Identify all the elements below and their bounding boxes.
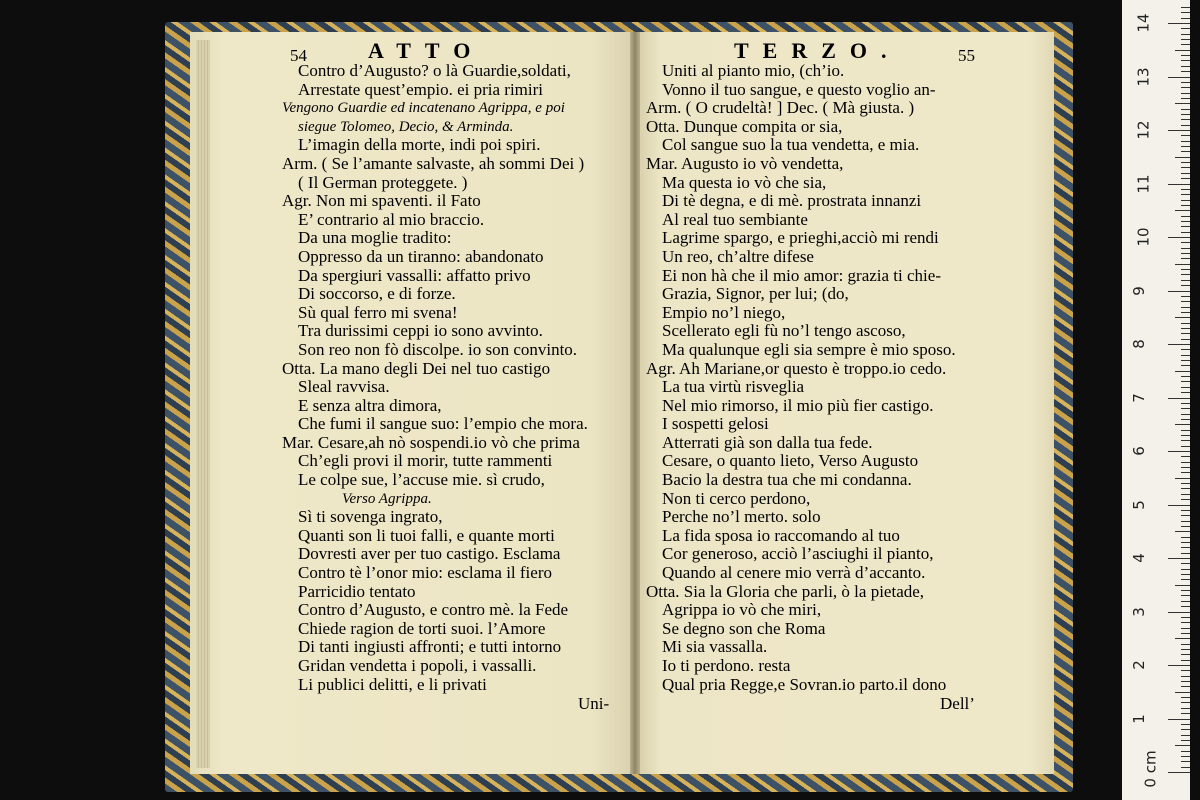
ruler-tick xyxy=(1181,253,1190,254)
ruler-tick xyxy=(1181,125,1190,126)
ruler-tick xyxy=(1181,87,1190,88)
ruler-label: 3 xyxy=(1129,606,1148,617)
right-running-head: TERZO. xyxy=(734,38,901,63)
ruler-tick xyxy=(1181,446,1190,447)
text-line: Verso Agrippa. xyxy=(342,490,432,507)
ruler-label: 2 xyxy=(1129,660,1148,670)
ruler-tick xyxy=(1181,200,1190,201)
text-line: Dovresti aver per tuo castigo. Esclama xyxy=(298,544,561,564)
text-line: Agr. Non mi spaventi. il Fato xyxy=(282,191,481,211)
ruler-tick xyxy=(1181,547,1190,548)
ruler-tick xyxy=(1181,167,1190,168)
text-line: Grazia, Signor, per lui; (do, xyxy=(662,284,849,304)
text-line: Cesare, o quanto lieto, Verso Augusto xyxy=(662,451,919,471)
text-line: ( Il German proteggete. ) xyxy=(298,172,468,192)
ruler-tick xyxy=(1168,77,1190,78)
ruler-tick xyxy=(1175,157,1190,158)
ruler-tick xyxy=(1181,633,1190,634)
ruler-tick xyxy=(1181,440,1190,441)
ruler-tick xyxy=(1181,323,1190,324)
text-line: Da una moglie tradito: xyxy=(298,228,452,248)
text-line: E’ contrario al mio braccio. xyxy=(298,209,485,229)
ruler-tick xyxy=(1181,39,1190,40)
ruler-tick xyxy=(1181,467,1190,468)
ruler-tick xyxy=(1181,387,1190,388)
text-line: L’imagin della morte, indi poi spiri. xyxy=(298,135,541,155)
ruler-tick xyxy=(1181,280,1190,281)
ruler-tick xyxy=(1181,221,1190,222)
ruler-tick xyxy=(1181,151,1190,152)
ruler-tick xyxy=(1181,274,1190,275)
ruler-tick xyxy=(1175,692,1190,693)
text-line: Ch’egli provi il morir, tutte rammenti xyxy=(298,451,553,471)
ruler-tick xyxy=(1181,756,1190,757)
ruler-label: 5 xyxy=(1129,499,1148,510)
ruler-tick xyxy=(1181,189,1190,190)
ruler-tick xyxy=(1181,119,1190,120)
text-line: Otta. Dunque compita or sia, xyxy=(646,116,843,136)
ruler-tick xyxy=(1181,146,1190,147)
ruler-tick xyxy=(1181,713,1190,714)
ruler-tick xyxy=(1181,563,1190,564)
ruler-tick xyxy=(1181,499,1190,500)
ruler-tick xyxy=(1175,478,1190,479)
ruler-tick xyxy=(1181,403,1190,404)
ruler-unit-label: 0 cm xyxy=(1141,750,1160,788)
ruler-label: 6 xyxy=(1129,446,1148,456)
text-line: Da spergiuri vassalli: affatto privo xyxy=(298,265,531,285)
ruler-tick xyxy=(1181,526,1190,527)
text-line: Contro d’Augusto? o là Guardie,soldati, xyxy=(298,61,571,80)
ruler-label: 1 xyxy=(1129,713,1148,724)
ruler-tick xyxy=(1181,681,1190,682)
left-page-number: 54 xyxy=(290,46,307,65)
text-line: Ei non hà che il mio amor: grazia ti chie- xyxy=(662,265,941,285)
ruler-tick xyxy=(1181,515,1190,516)
ruler-tick xyxy=(1181,205,1190,206)
text-line: Sù qual ferro mi svena! xyxy=(298,302,458,322)
right-catchword: Dell’ xyxy=(940,694,975,713)
text-line: Al real tuo sembiante xyxy=(662,209,808,229)
text-line: Atterrati già son dalla tua fede. xyxy=(662,432,873,452)
right-page-number: 55 xyxy=(958,46,975,65)
text-line: Sì ti sovenga ingrato, xyxy=(298,507,443,527)
ruler-label: 9 xyxy=(1129,285,1148,296)
text-line: Arm. ( O crudeltà! ] Dec. ( Mà giusta. ) xyxy=(646,98,915,118)
ruler-tick xyxy=(1181,7,1190,8)
ruler-tick xyxy=(1168,23,1190,24)
ruler-tick xyxy=(1181,12,1190,13)
book-gutter xyxy=(630,32,640,774)
ruler-tick xyxy=(1181,430,1190,431)
ruler-tick xyxy=(1181,494,1190,495)
ruler-tick xyxy=(1181,194,1190,195)
ruler-tick xyxy=(1181,617,1190,618)
ruler-label: 7 xyxy=(1129,392,1148,403)
ruler-tick xyxy=(1181,226,1190,227)
ruler-tick xyxy=(1181,660,1190,661)
ruler-tick xyxy=(1181,232,1190,233)
text-line: Non ti cerco perdono, xyxy=(662,488,811,508)
ruler-tick xyxy=(1181,44,1190,45)
ruler-tick xyxy=(1181,66,1190,67)
ruler-tick xyxy=(1175,210,1190,211)
ruler-label: 4 xyxy=(1129,553,1148,563)
text-line: Ma qualunque egli sia sempre è mio sposo. xyxy=(662,339,956,359)
ruler-tick xyxy=(1168,505,1190,506)
ruler-tick xyxy=(1181,285,1190,286)
text-line: Se degno son che Roma xyxy=(662,618,826,638)
ruler-tick xyxy=(1181,697,1190,698)
ruler-tick xyxy=(1181,34,1190,35)
ruler-label: 11 xyxy=(1134,173,1153,194)
text-line: Contro d’Augusto, e contro mè. la Fede xyxy=(298,600,569,620)
text-line: Di tanti ingiusti affronti; e tutti intorno xyxy=(298,637,562,657)
text-line: Bacio la destra tua che mi condanna. xyxy=(662,470,912,490)
ruler-tick xyxy=(1168,130,1190,131)
ruler-tick xyxy=(1181,676,1190,677)
text-line: Io ti perdono. resta xyxy=(662,656,791,675)
ruler-tick xyxy=(1181,301,1190,302)
ruler-tick xyxy=(1181,622,1190,623)
text-line: Otta. La mano degli Dei nel tuo castigo xyxy=(282,358,551,378)
text-line: Empio no’l niego, xyxy=(662,302,786,322)
text-line: Son reo non fò discolpe. io son convinto. xyxy=(298,339,578,359)
ruler-tick xyxy=(1181,553,1190,554)
text-line: Arm. ( Se l’amante salvaste, ah sommi Dei ) xyxy=(282,153,585,173)
ruler-label: 10 xyxy=(1134,227,1153,247)
ruler-tick xyxy=(1181,488,1190,489)
ruler-tick xyxy=(1181,419,1190,420)
text-line: Mar. Augusto io vò vendetta, xyxy=(646,153,844,173)
text-line: Arrestate quest’empio. ei pria rimiri xyxy=(298,79,543,99)
ruler-tick xyxy=(1175,585,1190,586)
text-line: I sospetti gelosi xyxy=(662,414,769,434)
ruler-tick xyxy=(1181,456,1190,457)
ruler-tick xyxy=(1181,644,1190,645)
ruler-tick xyxy=(1181,307,1190,308)
ruler-tick xyxy=(1175,531,1190,532)
ruler-tick xyxy=(1181,483,1190,484)
text-line: Scellerato egli fù no’l tengo ascoso, xyxy=(662,321,906,341)
ruler-tick xyxy=(1181,740,1190,741)
text-line: Uniti al pianto mio, (ch’io. xyxy=(662,61,845,80)
left-catchword: Uni- xyxy=(578,694,610,713)
text-line: La tua virtù risveglia xyxy=(662,377,805,397)
ruler-tick xyxy=(1168,237,1190,238)
ruler-tick xyxy=(1181,333,1190,334)
ruler-tick xyxy=(1181,55,1190,56)
ruler-tick xyxy=(1168,558,1190,559)
ruler-tick xyxy=(1181,472,1190,473)
ruler-tick xyxy=(1168,612,1190,613)
text-line: La fida sposa io raccomando al tuo xyxy=(662,525,900,545)
text-line: Perche no’l merto. solo xyxy=(662,507,821,527)
text-line: Mar. Cesare,ah nò sospendi.io vò che prima xyxy=(282,432,580,452)
ruler-tick xyxy=(1181,269,1190,270)
text-line: Tra durissimi ceppi io sono avvinto. xyxy=(298,321,543,341)
text-line: Nel mio rimorso, il mio più fier castigo. xyxy=(662,395,934,415)
text-line: Vengono Guardie ed incatenano Agrippa, e poi xyxy=(282,100,565,117)
ruler-tick xyxy=(1181,28,1190,29)
ruler-tick xyxy=(1168,665,1190,666)
ruler-tick xyxy=(1181,537,1190,538)
left-page-text xyxy=(282,62,588,694)
text-line: Quanti son li tuoi falli, e quante morti xyxy=(298,525,555,545)
ruler-tick xyxy=(1181,328,1190,329)
text-line: Lagrime spargo, e prieghi,acciò mi rendi xyxy=(662,228,939,248)
ruler-tick xyxy=(1181,521,1190,522)
text-line: Ma questa io vò che sia, xyxy=(662,172,827,192)
ruler-tick xyxy=(1168,344,1190,345)
ruler-tick xyxy=(1168,184,1190,185)
ruler-tick xyxy=(1181,376,1190,377)
measurement-ruler xyxy=(1122,0,1190,800)
text-line: Le colpe sue, l’accuse mie. sì crudo, xyxy=(298,470,545,490)
text-line: Qual pria Regge,e Sovran.io parto.il dono xyxy=(662,674,947,694)
ruler-tick xyxy=(1168,398,1190,399)
text-line: Un reo, ch’altre difese xyxy=(662,246,814,266)
ruler-tick xyxy=(1181,735,1190,736)
text-line: Vonno il tuo sangue, e questo voglio an- xyxy=(662,79,936,99)
text-line: Che fumi il sangue suo: l’empio che mora. xyxy=(298,414,588,434)
ruler-tick xyxy=(1181,579,1190,580)
ruler-tick xyxy=(1181,595,1190,596)
ruler-tick xyxy=(1181,670,1190,671)
ruler-tick xyxy=(1175,103,1190,104)
ruler-label: 14 xyxy=(1134,13,1153,33)
page-edge-stack xyxy=(196,40,210,768)
text-line: Di tè degna, e di mè. prostrata innanzi xyxy=(662,191,922,211)
ruler-tick xyxy=(1181,242,1190,243)
ruler-tick xyxy=(1181,258,1190,259)
ruler-tick xyxy=(1181,761,1190,762)
text-line: Di soccorso, e di forze. xyxy=(298,284,456,304)
ruler-tick xyxy=(1181,408,1190,409)
ruler-tick xyxy=(1181,574,1190,575)
ruler-tick xyxy=(1175,317,1190,318)
ruler-tick xyxy=(1175,745,1190,746)
text-line: Li publici delitti, e li privati xyxy=(298,674,487,694)
ruler-tick xyxy=(1181,98,1190,99)
text-line: E senza altra dimora, xyxy=(298,395,442,415)
ruler-tick xyxy=(1181,114,1190,115)
ruler-tick xyxy=(1181,135,1190,136)
ruler-tick xyxy=(1181,109,1190,110)
text-line: Quando al cenere mio verrà d’accanto. xyxy=(662,563,926,583)
ruler-tick xyxy=(1181,435,1190,436)
ruler-tick xyxy=(1181,365,1190,366)
ruler-tick xyxy=(1181,339,1190,340)
ruler-tick xyxy=(1181,601,1190,602)
ruler-tick xyxy=(1181,381,1190,382)
ruler-tick xyxy=(1181,71,1190,72)
ruler-tick xyxy=(1181,729,1190,730)
text-line: Parricidio tentato xyxy=(298,581,416,601)
ruler-tick xyxy=(1181,686,1190,687)
ruler-tick xyxy=(1181,60,1190,61)
text-line: Agrippa io vò che miri, xyxy=(662,600,822,620)
ruler-tick xyxy=(1181,590,1190,591)
text-line: Contro tè l’onor mio: esclama il fiero xyxy=(298,563,552,583)
ruler-tick xyxy=(1181,216,1190,217)
ruler-label: 8 xyxy=(1129,339,1148,349)
ruler-tick xyxy=(1181,414,1190,415)
ruler-tick xyxy=(1181,141,1190,142)
text-line: Chiede ragion de torti suoi. l’Amore xyxy=(298,618,546,638)
ruler-tick xyxy=(1181,654,1190,655)
text-line: Col sangue suo la tua vendetta, e mia. xyxy=(662,135,920,155)
ruler-tick xyxy=(1181,162,1190,163)
ruler-tick xyxy=(1175,50,1190,51)
ruler-tick xyxy=(1181,606,1190,607)
ruler-tick xyxy=(1181,649,1190,650)
ruler-label: 12 xyxy=(1134,120,1153,140)
ruler-tick xyxy=(1175,424,1190,425)
text-line: Cor generoso, acciò l’asciughi il pianto, xyxy=(662,544,934,564)
ruler-tick xyxy=(1181,569,1190,570)
ruler-tick xyxy=(1181,360,1190,361)
ruler-tick xyxy=(1168,451,1190,452)
ruler-tick xyxy=(1181,355,1190,356)
ruler-tick xyxy=(1181,392,1190,393)
ruler-tick xyxy=(1168,291,1190,292)
ruler-tick xyxy=(1181,542,1190,543)
ruler-tick xyxy=(1168,719,1190,720)
ruler-tick xyxy=(1181,510,1190,511)
ruler-tick xyxy=(1181,724,1190,725)
ruler-tick xyxy=(1175,638,1190,639)
text-line: Mi sia vassalla. xyxy=(662,637,768,657)
ruler-tick xyxy=(1181,93,1190,94)
ruler-tick xyxy=(1175,264,1190,265)
ruler-tick xyxy=(1175,371,1190,372)
right-page-text xyxy=(646,62,956,694)
text-line: Sleal ravvisa. xyxy=(298,377,390,397)
ruler-tick xyxy=(1181,462,1190,463)
ruler-tick xyxy=(1181,312,1190,313)
ruler-tick xyxy=(1181,708,1190,709)
text-line: siegue Tolomeo, Decio, & Arminda. xyxy=(298,118,514,135)
ruler-tick xyxy=(1181,18,1190,19)
ruler-tick xyxy=(1181,173,1190,174)
text-line: Otta. Sia la Gloria che parli, ò la pietade, xyxy=(646,581,925,601)
text-line: Oppresso da un tiranno: abandonato xyxy=(298,246,544,266)
left-running-head: ATTO xyxy=(368,38,485,63)
ruler-tick xyxy=(1181,178,1190,179)
ruler-tick xyxy=(1181,751,1190,752)
ruler-tick xyxy=(1181,296,1190,297)
ruler-tick xyxy=(1181,82,1190,83)
ruler-tick xyxy=(1181,349,1190,350)
ruler-tick xyxy=(1181,248,1190,249)
ruler-tick xyxy=(1181,767,1190,768)
ruler-label: 13 xyxy=(1134,66,1153,87)
text-line: Agr. Ah Mariane,or questo è troppo.io cedo. xyxy=(646,358,947,378)
ruler-tick xyxy=(1181,702,1190,703)
ruler-tick xyxy=(1168,772,1190,773)
text-line: Gridan vendetta i popoli, i vassalli. xyxy=(298,656,537,675)
ruler-tick xyxy=(1181,628,1190,629)
